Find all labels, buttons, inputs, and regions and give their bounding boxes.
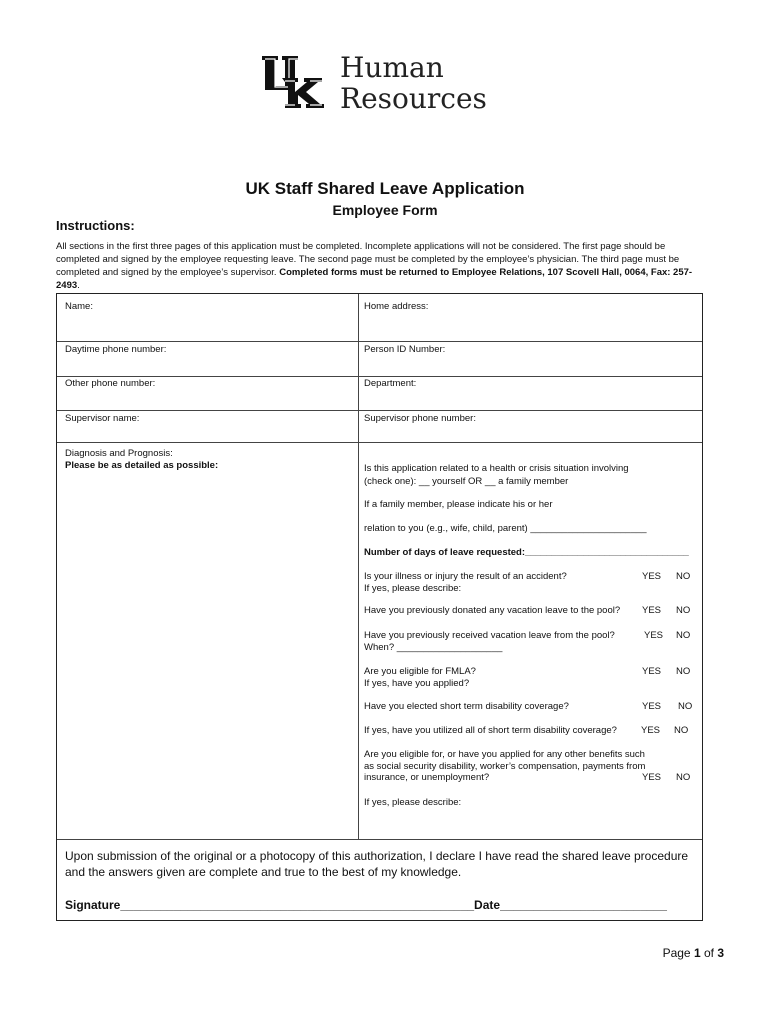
fmla-applied-question: If yes, have you applied? xyxy=(364,678,470,689)
divider xyxy=(57,341,702,342)
instructions-end: . xyxy=(77,280,80,291)
received-question: Have you previously received vacation leave from the pool? xyxy=(364,630,615,641)
brand-name xyxy=(340,52,487,114)
donated-yes[interactable]: YES xyxy=(642,605,662,616)
family-question-line-1: If a family member, please indicate his or her xyxy=(364,499,553,510)
instructions-return-address: Completed forms must be returned to Employee Relations, 107 Scovell Hall, 0064, Fax: 257-2493 xyxy=(56,267,693,291)
supervisor-name-field[interactable]: Supervisor name: xyxy=(65,413,140,424)
page-of: of xyxy=(700,946,718,960)
days-requested-field[interactable]: Number of days of leave requested:_______________________________ xyxy=(364,547,689,558)
accident-no[interactable]: NO xyxy=(676,571,691,582)
std-used-question: If yes, have you utilized all of short term disability coverage? xyxy=(364,725,617,736)
hr-logo xyxy=(260,52,490,114)
accident-yes[interactable]: YES xyxy=(642,571,662,582)
std-used-yes[interactable]: YES xyxy=(641,725,661,736)
daytime-phone-field[interactable]: Daytime phone number: xyxy=(65,344,167,355)
divider xyxy=(57,442,702,443)
employee-form xyxy=(56,293,703,921)
instructions-body: All sections in the first three pages of this application must be completed. Incomplete applications will not be considered. The first page should be completed and signed by the employee requesting leave. The second page must be completed by the employee’s physician. The third page must be completed and signed by the employee’s supervisor. xyxy=(56,241,680,278)
std-used-no[interactable]: NO xyxy=(674,725,689,736)
other-benefits-yes[interactable]: YES xyxy=(642,772,662,783)
received-when-field[interactable]: When? ____________________ xyxy=(364,642,503,653)
divider xyxy=(57,410,702,411)
column-divider xyxy=(358,294,359,839)
other-benefits-no[interactable]: NO xyxy=(676,772,691,783)
other-benefits-line-3: insurance, or unemployment? xyxy=(364,772,490,783)
received-yes[interactable]: YES xyxy=(644,630,664,641)
fmla-no[interactable]: NO xyxy=(676,666,691,677)
instructions-text xyxy=(56,240,706,292)
divider xyxy=(57,376,702,377)
other-benefits-line-2: as social security disability, worker’s compensation, payments from xyxy=(364,761,646,772)
related-question-line-2[interactable]: (check one): __ yourself OR __ a family member xyxy=(364,476,569,487)
std-question: Have you elected short term disability coverage? xyxy=(364,701,569,712)
instructions-heading: Instructions: xyxy=(56,218,135,233)
donated-no[interactable]: NO xyxy=(676,605,691,616)
page-prefix: Page xyxy=(662,946,694,960)
page-total: 3 xyxy=(717,946,724,960)
diagnosis-field[interactable]: Diagnosis and Prognosis: xyxy=(65,448,173,459)
declaration-text: Upon submission of the original or a photocopy of this authorization, I declare I have read the shared leave procedure and the answers given are complete and true to the best of my knowledge. xyxy=(65,849,689,879)
brand-line-2: Resources xyxy=(340,82,487,115)
home-address-field[interactable]: Home address: xyxy=(364,301,429,312)
other-benefits-describe[interactable]: If yes, please describe: xyxy=(364,797,462,808)
std-yes[interactable]: YES xyxy=(642,701,662,712)
page-number xyxy=(663,946,724,960)
std-no[interactable]: NO xyxy=(678,701,693,712)
uk-logo-icon xyxy=(260,54,328,110)
department-field[interactable]: Department: xyxy=(364,378,417,389)
accident-question: Is your illness or injury the result of an accident? xyxy=(364,571,567,582)
other-benefits-line-1: Are you eligible for, or have you applied for any other benefits such xyxy=(364,749,645,760)
donated-question: Have you previously donated any vacation leave to the pool? xyxy=(364,605,621,616)
fmla-yes[interactable]: YES xyxy=(642,666,662,677)
name-field[interactable]: Name: xyxy=(65,301,93,312)
page-subtitle: Employee Form xyxy=(332,202,438,218)
diagnosis-note: Please be as detailed as possible: xyxy=(65,460,219,471)
family-question-line-2[interactable]: relation to you (e.g., wife, child, parent) ______________________ xyxy=(364,523,647,534)
brand-line-1: Human xyxy=(340,51,444,84)
signature-date-line[interactable]: Signature_____________________________________________________Date_________________________ xyxy=(65,898,667,912)
related-question-line-1: Is this application related to a health or crisis situation involving xyxy=(364,463,629,474)
page-current: 1 xyxy=(693,946,701,960)
supervisor-phone-field[interactable]: Supervisor phone number: xyxy=(364,413,476,424)
person-id-field[interactable]: Person ID Number: xyxy=(364,344,446,355)
page-title: UK Staff Shared Leave Application xyxy=(245,179,525,198)
accident-describe[interactable]: If yes, please describe: xyxy=(364,583,462,594)
received-no[interactable]: NO xyxy=(676,630,691,641)
other-phone-field[interactable]: Other phone number: xyxy=(65,378,156,389)
divider xyxy=(57,839,702,840)
fmla-question: Are you eligible for FMLA? xyxy=(364,666,476,677)
